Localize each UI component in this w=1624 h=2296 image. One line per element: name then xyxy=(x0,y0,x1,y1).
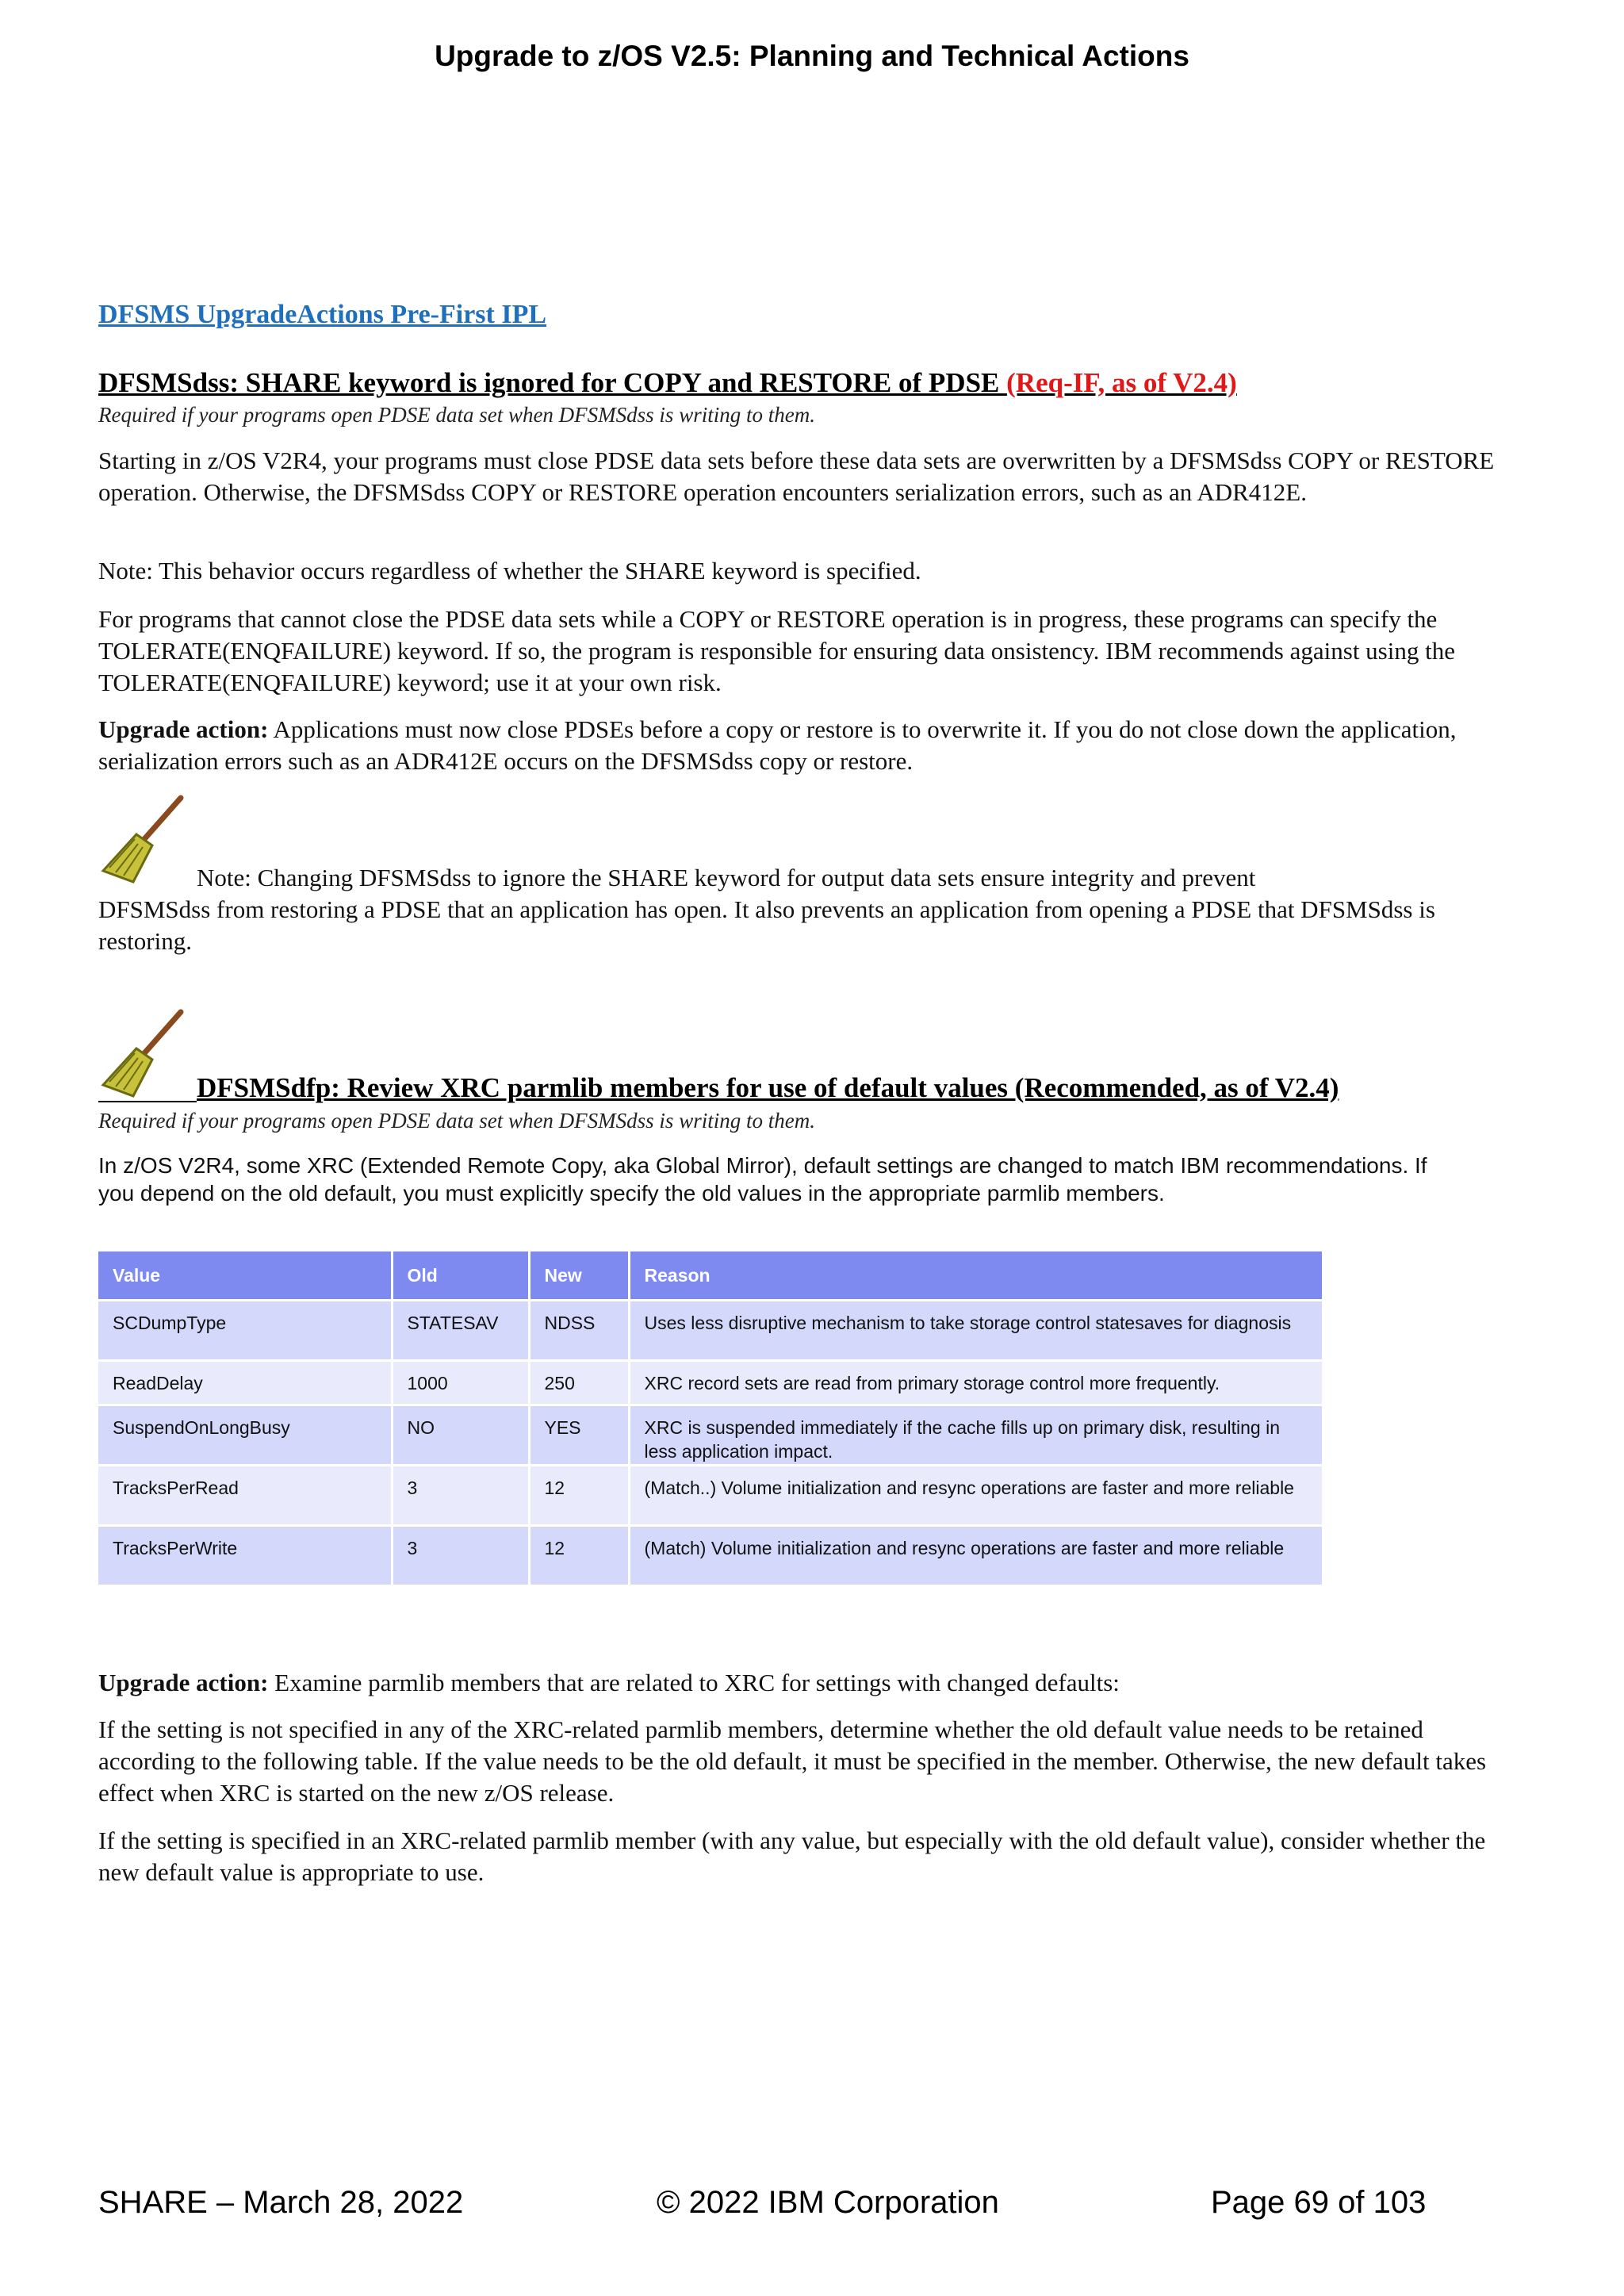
table-cell: XRC is suspended immediately if the cache fills up on primary disk, resulting in less application impact. xyxy=(629,1405,1323,1466)
page-header-title: Upgrade to z/OS V2.5: Planning and Technical Actions xyxy=(435,40,1189,72)
section-link[interactable]: DFSMS UpgradeActions Pre-First IPL xyxy=(98,300,547,329)
topic1-req-tag: (Req-IF, as of V2.4) xyxy=(1006,367,1237,398)
topic2-upgrade-label: Upgrade action: xyxy=(98,1669,269,1696)
table-cell: ReadDelay xyxy=(98,1361,392,1405)
table-row xyxy=(98,1301,1323,1361)
table-cell: XRC record sets are read from primary storage control more frequently. xyxy=(629,1361,1323,1405)
table-cell: STATESAV xyxy=(392,1301,529,1361)
topic1-upgrade-text: Applications must now close PDSEs before a copy or restore is to overwrite it. If you do not close down the application, serialization errors such as an ADR412E occurs on the DFSMSdss copy or restore. xyxy=(98,715,1457,775)
broom-icon xyxy=(98,793,187,888)
table-cell: 250 xyxy=(529,1361,629,1405)
table-header-cell: Value xyxy=(98,1251,392,1301)
table-row xyxy=(98,1361,1323,1405)
table-row xyxy=(98,1466,1323,1526)
table-cell: (Match) Volume initialization and resync operations are faster and more reliable xyxy=(629,1526,1323,1586)
table-cell: 3 xyxy=(392,1526,529,1586)
table-cell: 12 xyxy=(529,1526,629,1586)
table-cell: SCDumpType xyxy=(98,1301,392,1361)
topic1-required-note: Required if your programs open PDSE data set when DFSMSdss is writing to them. xyxy=(98,403,815,427)
topic2-required-note: Required if your programs open PDSE data set when DFSMSdss is writing to them. xyxy=(98,1109,815,1133)
topic1-upgrade-label: Upgrade action: xyxy=(98,715,269,743)
topic2-paragraph-specified: If the setting is specified in an XRC-related parmlib member (with any value, but especially with the old default value), consider whether the new default value is appropriate to use. xyxy=(98,1826,1486,1886)
table-header-cell: New xyxy=(529,1251,629,1301)
xrc-defaults-table xyxy=(98,1251,1324,1587)
topic2-heading: DFSMSdfp: Review XRC parmlib members for use of default values (Recommended, as of V2.4) xyxy=(197,1072,1339,1103)
table-cell: YES xyxy=(529,1405,629,1466)
topic1-note-rest: DFSMSdss from restoring a PDSE that an application has open. It also prevents an application from opening a PDSE that DFSMSdss is restoring. xyxy=(98,895,1435,955)
footer-center: © 2022 IBM Corporation xyxy=(657,2185,999,2220)
table-cell: 1000 xyxy=(392,1361,529,1405)
topic1-paragraph-2: Note: This behavior occurs regardless of whether the SHARE keyword is specified. xyxy=(98,557,921,585)
table-cell: TracksPerRead xyxy=(98,1466,392,1526)
table-header-cell: Old xyxy=(392,1251,529,1301)
topic1-note-first-line: Note: Changing DFSMSdss to ignore the SHARE keyword for output data sets ensure integrity and prevent xyxy=(197,864,1256,891)
table-cell: TracksPerWrite xyxy=(98,1526,392,1586)
table-header-cell: Reason xyxy=(629,1251,1323,1301)
topic2-intro: In z/OS V2R4, some XRC (Extended Remote Copy, aka Global Mirror), default settings are changed to match IBM recommendations. If you depend on the old default, you must explicitly specify the old values in the appropriate parmlib members. xyxy=(98,1153,1427,1205)
topic2-upgrade-text: Examine parmlib members that are related to XRC for settings with changed defaults: xyxy=(268,1669,1120,1696)
table-cell: Uses less disruptive mechanism to take storage control statesaves for diagnosis xyxy=(629,1301,1323,1361)
footer-page-number: Page 69 of 103 xyxy=(1211,2185,1427,2220)
topic1-paragraph-3: For programs that cannot close the PDSE data sets while a COPY or RESTORE operation is in progress, these programs can specify the TOLERATE(ENQFAILURE) keyword. If so, the program is responsible for ensuring data onsistency. IBM recommends against using the TOLERATE(ENQFAILURE) keyword; use it at your own risk. xyxy=(98,605,1455,696)
topic1-heading-text: DFSMSdss: SHARE keyword is ignored for COPY and RESTORE of PDSE xyxy=(98,367,1007,398)
table-cell: SuspendOnLongBusy xyxy=(98,1405,392,1466)
table-cell: NO xyxy=(392,1405,529,1466)
footer-left: SHARE – March 28, 2022 xyxy=(98,2185,464,2220)
table-cell: 12 xyxy=(529,1466,629,1526)
table-header-row xyxy=(98,1251,1323,1301)
table-row xyxy=(98,1405,1323,1466)
topic2-paragraph-not-specified: If the setting is not specified in any of the XRC-related parmlib members, determine whether the old default value needs to be retained according to the following table. If the value needs to be the old default, it must be specified in the member. Otherwise, the new default takes effect when XRC is started on the new z/OS release. xyxy=(98,1715,1487,1807)
table-row xyxy=(98,1526,1323,1586)
table-cell: NDSS xyxy=(529,1301,629,1361)
topic1-heading xyxy=(98,367,1237,399)
topic1-upgrade-action xyxy=(98,714,1510,777)
topic1-paragraph-1: Starting in z/OS V2R4, your programs must close PDSE data sets before these data sets are overwritten by a DFSMSdss COPY or RESTORE operation. Otherwise, the DFSMSdss COPY or RESTORE operation encounters serialization errors, such as an ADR412E. xyxy=(98,447,1495,506)
table-cell: 3 xyxy=(392,1466,529,1526)
heading-underline-lead xyxy=(98,1101,197,1102)
broom-icon xyxy=(98,1007,187,1102)
topic2-upgrade-action xyxy=(98,1667,1510,1699)
table-cell: (Match..) Volume initialization and resync operations are faster and more reliable xyxy=(629,1466,1323,1526)
